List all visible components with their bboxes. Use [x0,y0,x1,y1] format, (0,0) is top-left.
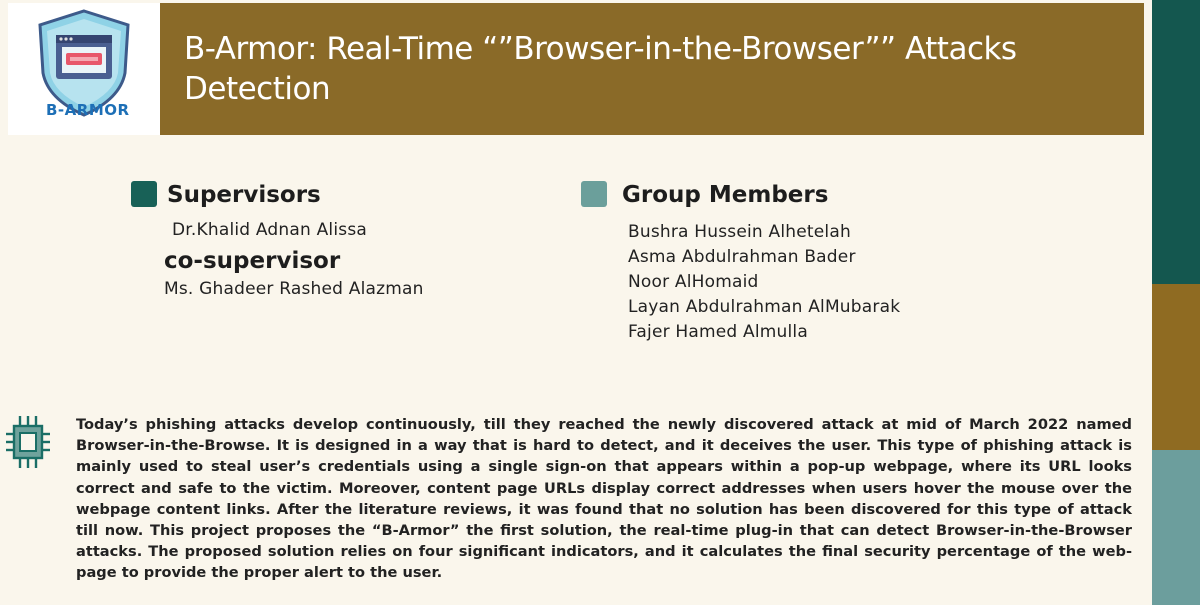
list-item: Asma Abdulrahman Bader [628,247,856,267]
supervisor-name: Dr.Khalid Adnan Alissa [172,220,368,240]
logo-text: B-ARMOR [46,101,130,119]
group-members-list [628,220,900,345]
page-title: B-Armor: Real-Time “”Browser-in-the-Browser”” Attacks Detection [184,31,1017,107]
list-item: Layan Abdulrahman AlMubarak [628,297,901,317]
supervisors-heading: Supervisors [167,182,321,208]
strip-segment-teal [1152,0,1200,284]
decorative-color-strip [1152,0,1200,605]
list-item: Bushra Hussein Alhetelah [628,222,851,242]
strip-segment-gold [1152,284,1200,450]
co-supervisor-name: Ms. Ghadeer Rashed Alazman [164,279,424,299]
list-item: Fajer Hamed Almulla [628,322,808,342]
co-supervisor-heading: co-supervisor [164,248,341,274]
square-bullet-icon [131,181,157,207]
group-members-heading: Group Members [622,182,829,208]
list-item: Noor AlHomaid [628,272,759,292]
square-bullet-icon [581,181,607,207]
strip-segment-aqua [1152,450,1200,605]
title-bar [160,3,1144,135]
chip-icon [6,414,50,470]
b-armor-logo [8,3,160,135]
abstract-paragraph: Today’s phishing attacks develop continuously, till they reached the newly discovered attack at mid of March 2022 named Browser-in-the-Browse. It is designed in a way that is hard to detect, and it deceives the user. This type of phishing attack is mainly used to steal user’s credentials using a single sign-on that appears within a pop-up webpage, where its URL looks correct and safe to the victim. Moreover, content page URLs display correct addresses when users hover the mouse over the webpage content links. After the literature reviews, it was found that no solution has been discovered for this type of attack till now. This project proposes the “B-Armor” the first solution, the real-time plug-in that can detect Browser-in-the-Browser attacks. The proposed solution relies on four significant indicators, and it calculates the final security percentage of the web-page to provide the proper alert to the user. [76,416,1132,582]
